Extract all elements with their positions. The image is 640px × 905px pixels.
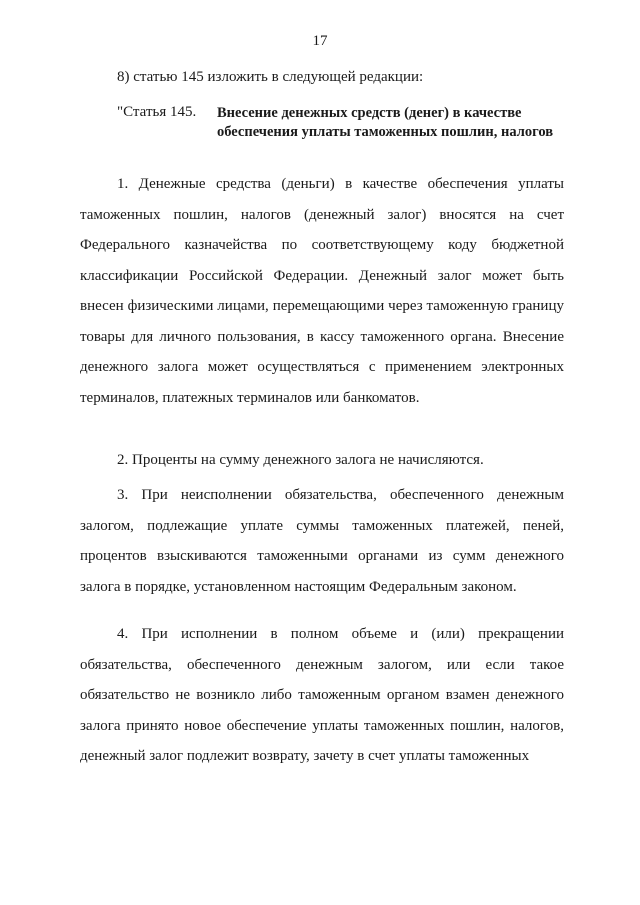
paragraph-1-text: 1. Денежные средства (деньги) в качестве обеспечения уплаты таможенных пошлин, налогов (денежный залог) вносятся на счет Федерального казначейства по соответствующему коду бюджетной классификации Российской Федерации. Денежный залог может быть внесен физическими лицами, перемещающими через таможенную границу товары для личного пользования, в кассу таможенного органа. Внесение денежного залога может осуществляться с применением электронных терминалов, платежных терминалов или банкоматов.: [80, 176, 564, 406]
paragraph-2: [80, 445, 564, 476]
paragraph-4: [80, 619, 564, 772]
article-label: "Статья 145.: [117, 104, 197, 120]
paragraph-4-text: 4. При исполнении в полном объеме и (или) прекращении обязательства, обеспеченного денежным залогом, или если такое обязательство не возникло либо таможенным органом взамен денежного залога принято новое обеспечение уплаты таможенных пошлин, налогов, денежный залог подлежит возврату, зачету в счет уплаты таможенных: [80, 626, 564, 764]
amendment-intro: 8) статью 145 изложить в следующей редакции:: [117, 69, 424, 85]
page-number: 17: [312, 33, 328, 49]
paragraph-2-text: 2. Проценты на сумму денежного залога не начисляются.: [117, 452, 484, 468]
paragraph-3-text: 3. При неисполнении обязательства, обеспеченного денежным залогом, подлежащие уплате суммы таможенных платежей, пеней, процентов взыскиваются таможенными органами из сумм денежного залога в порядке, установленном настоящим Федеральным законом.: [80, 487, 564, 595]
paragraph-1: [80, 169, 564, 413]
paragraph-3: [80, 480, 564, 602]
article-title: Внесение денежных средств (денег) в качестве обеспечения уплаты таможенных пошлин, налогов: [217, 105, 554, 140]
